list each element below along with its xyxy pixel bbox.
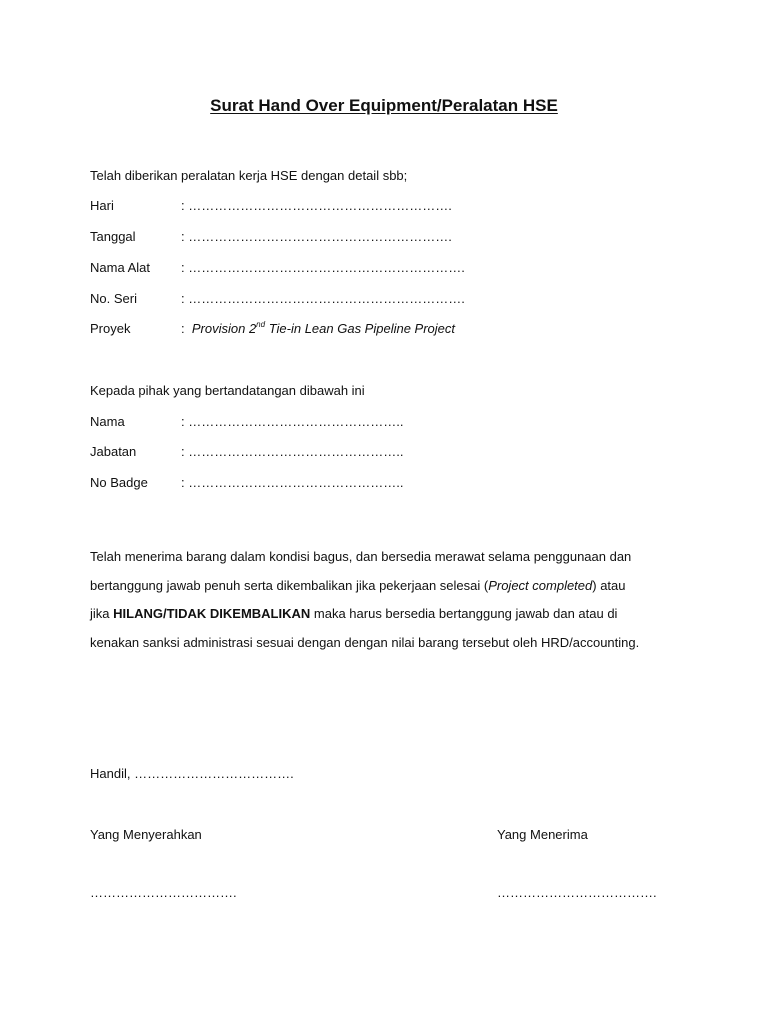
field-label: Nama Alat	[90, 260, 150, 275]
document-title: Surat Hand Over Equipment/Peralatan HSE	[210, 96, 558, 115]
field-blank: : …………………………………………..	[181, 414, 404, 429]
statement-text: maka harus bersedia bertanggung jawab dan atau di	[310, 606, 618, 621]
statement-text: ) atau	[592, 577, 626, 593]
statement-line	[90, 600, 690, 629]
project-name-post: Tie-in Lean Gas Pipeline Project	[265, 321, 456, 336]
field-label: Jabatan	[90, 444, 137, 459]
giver-signature-line: …………………………….	[90, 885, 237, 900]
field-label: No. Seri	[90, 291, 137, 306]
giver-label: Yang Menyerahkan	[90, 827, 202, 842]
statement-line: kenakan sanksi administrasi sesuai dengan dengan nilai barang tersebut oleh HRD/accounting.	[90, 634, 640, 650]
statement-line	[90, 572, 690, 601]
field-blank: : …………………………………………..	[181, 444, 404, 459]
field-label: Hari	[90, 198, 114, 213]
field-label: Proyek	[90, 321, 131, 336]
receiver-signature-line: ……………………………….	[497, 885, 657, 900]
field-blank: : ……………………………………………………….	[181, 260, 465, 275]
project-value	[181, 321, 455, 337]
field-blank: : ……………………………………………………….	[181, 291, 465, 306]
project-name-sup: nd	[256, 320, 266, 329]
statement-bold: HILANG/TIDAK DIKEMBALIKAN	[113, 606, 311, 621]
project-name-pre: Provision 2	[191, 321, 257, 336]
statement-text: jika	[90, 606, 114, 621]
field-blank: : …………………………………………..	[181, 475, 404, 490]
statement-line: Telah menerima barang dalam kondisi bagus, dan bersedia merawat selama penggunaan dan	[90, 549, 632, 564]
field-label: Tanggal	[90, 229, 136, 244]
receiver-label: Yang Menerima	[497, 827, 588, 842]
field-blank: : …………………………………………………….	[181, 198, 452, 213]
intro-text: Telah diberikan peralatan kerja HSE dengan detail sbb;	[90, 168, 408, 183]
statement-paragraph	[90, 543, 690, 657]
place-date: Handil, ……………………………….	[90, 766, 294, 781]
field-colon: :	[181, 321, 185, 336]
statement-text: bertanggung jawab penuh serta dikembalikan jika pekerjaan selesai (	[90, 577, 489, 593]
field-label: No Badge	[90, 475, 148, 490]
field-label: Nama	[90, 414, 125, 429]
statement-emphasis: Project completed	[488, 577, 593, 593]
recipient-intro: Kepada pihak yang bertandatangan dibawah ini	[90, 383, 365, 398]
field-blank: : …………………………………………………….	[181, 229, 452, 244]
